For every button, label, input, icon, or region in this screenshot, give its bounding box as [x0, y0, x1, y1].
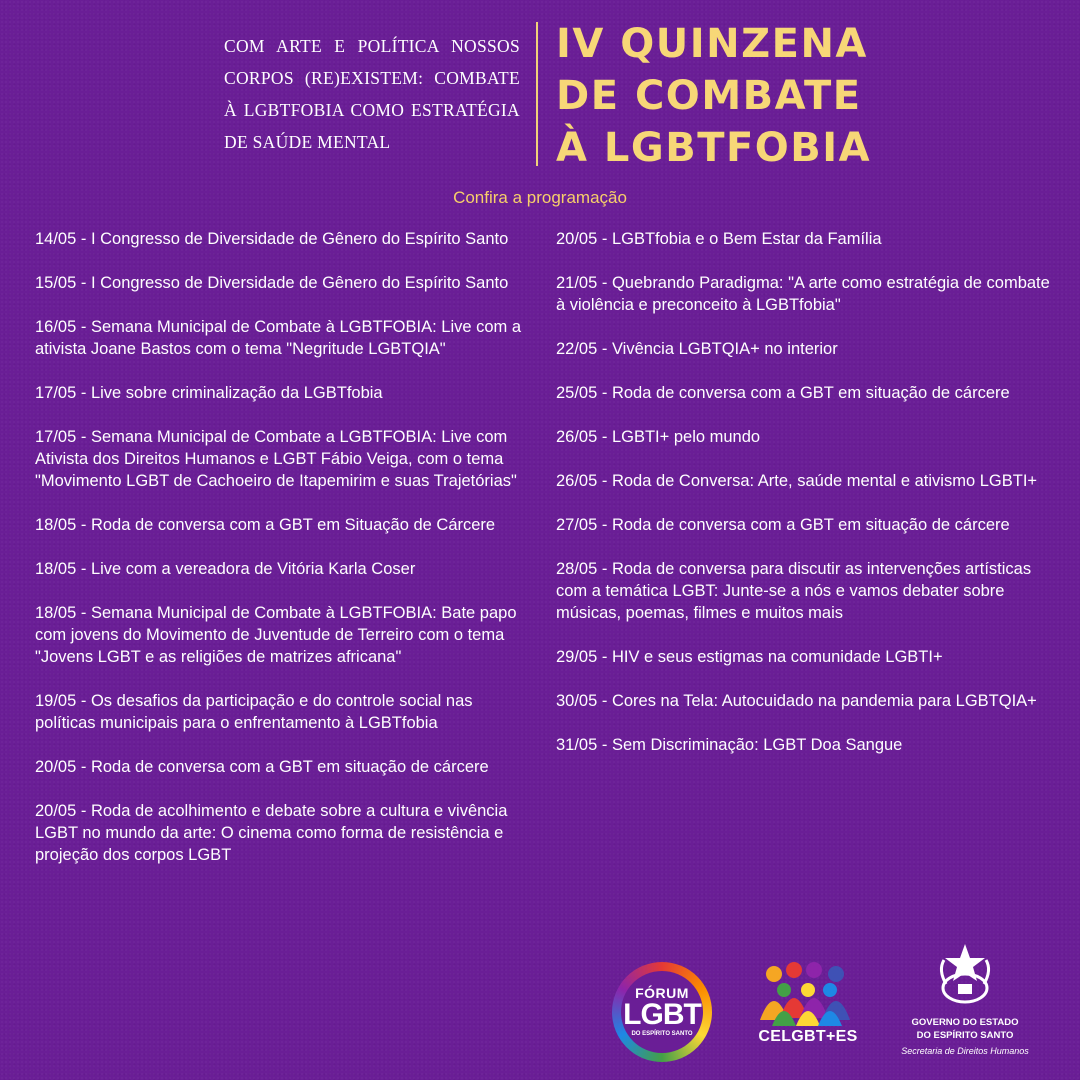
- schedule-item: 29/05 - HIV e seus estigmas na comunidade LGBTI+: [556, 648, 943, 666]
- celgbt-label: CELGBT+ES: [758, 1028, 858, 1045]
- schedule-item: 30/05 - Cores na Tela: Autocuidado na pandemia para LGBTQIA+: [556, 692, 1037, 710]
- schedule-item: 17/05 - Live sobre criminalização da LGBTfobia: [35, 384, 383, 402]
- schedule-item: 19/05 - Os desafios da participação e do controle social nas políticas municipais para o enfrentamento à LGBTfobia: [35, 692, 473, 732]
- schedule-item: 26/05 - LGBTI+ pelo mundo: [556, 428, 761, 446]
- schedule-item: 16/05 - Semana Municipal de Combate à LGBTFOBIA: Live com a ativista Joane Bastos com o tema "Negritude LGBTQIA": [35, 318, 522, 358]
- schedule-item: 31/05 - Sem Discriminação: LGBT Doa Sangue: [556, 736, 903, 754]
- forum-lgbt-logo: [612, 962, 712, 1062]
- schedule-item: 27/05 - Roda de conversa com a GBT em situação de cárcere: [556, 516, 1010, 534]
- schedule-item: 20/05 - LGBTfobia e o Bem Estar da Família: [556, 230, 882, 248]
- schedule-item: 25/05 - Roda de conversa com a GBT em situação de cárcere: [556, 384, 1010, 402]
- governo-line2: DO ESPÍRITO SANTO: [916, 1030, 1014, 1041]
- schedule-item: 26/05 - Roda de Conversa: Arte, saúde mental e ativismo LGBTI+: [556, 472, 1038, 490]
- schedule-item: 21/05 - Quebrando Paradigma: "A arte como estratégia de combate à violência e preconceito à LGBTfobia": [556, 274, 1050, 314]
- governo-line3: Secretaria de Direitos Humanos: [901, 1046, 1029, 1056]
- confira-heading: Confira a programação: [453, 188, 627, 207]
- header-divider: [536, 22, 538, 166]
- subtitle: COM ARTE E POLÍTICA NOSSOS CORPOS (RE)EXISTEM: COMBATE À LGBTFOBIA COMO ESTRATÉGIA DE SAÚDE MENTAL: [224, 36, 520, 152]
- forum-logo-line2: LGBT: [623, 998, 701, 1031]
- governo-logo: [890, 940, 1040, 1060]
- people-group-icon: [752, 960, 862, 1030]
- schedule-item: 28/05 - Roda de conversa para discutir as intervenções artísticas com a temática LGBT: Junte-se a nós e vamos debater sobre músicas, poemas, filmes e muitos mais: [556, 560, 1032, 622]
- title-line-3: À LGBTFOBIA: [556, 125, 872, 171]
- title-line-1: IV QUINZENA: [556, 21, 868, 67]
- schedule-item: 20/05 - Roda de acolhimento e debate sobre a cultura e vivência LGBT no mundo da arte: O cinema como forma de resistência e projeção dos corpos LGBT: [35, 802, 508, 864]
- schedule-column-left: [35, 228, 535, 888]
- state-coat-of-arms-icon: [930, 940, 1000, 1010]
- schedule-item: 22/05 - Vivência LGBTQIA+ no interior: [556, 340, 838, 358]
- celgbt-logo: [752, 960, 862, 1060]
- forum-lgbt-logo-inner: [621, 971, 703, 1053]
- schedule-item: 20/05 - Roda de conversa com a GBT em situação de cárcere: [35, 758, 489, 776]
- schedule-column-right: [556, 228, 1056, 778]
- schedule-item: 17/05 - Semana Municipal de Combate a LGBTFOBIA: Live com Ativista dos Direitos Humanos e LGBT Fábio Veiga, com o tema "Movimento LGBT de Cachoeiro de Itapemirim e suas Trajetórias": [35, 428, 517, 490]
- schedule-item: 18/05 - Semana Municipal de Combate à LGBTFOBIA: Bate papo com jovens do Movimento de Juventude de Terreiro com o tema "Jovens LGBT e as religiões de matrizes africana": [35, 604, 517, 666]
- schedule-item: 15/05 - I Congresso de Diversidade de Gênero do Espírito Santo: [35, 274, 509, 292]
- page-title: [556, 18, 996, 174]
- governo-line1: GOVERNO DO ESTADO: [911, 1017, 1019, 1028]
- forum-logo-line1: FÓRUM: [635, 985, 689, 1001]
- forum-logo-line3: DO ESPÍRITO SANTO: [631, 1031, 693, 1037]
- title-line-2: DE COMBATE: [556, 73, 862, 119]
- schedule-item: 18/05 - Roda de conversa com a GBT em Situação de Cárcere: [35, 516, 496, 534]
- schedule-item: 18/05 - Live com a vereadora de Vitória Karla Coser: [35, 560, 416, 578]
- schedule-item: 14/05 - I Congresso de Diversidade de Gênero do Espírito Santo: [35, 230, 509, 248]
